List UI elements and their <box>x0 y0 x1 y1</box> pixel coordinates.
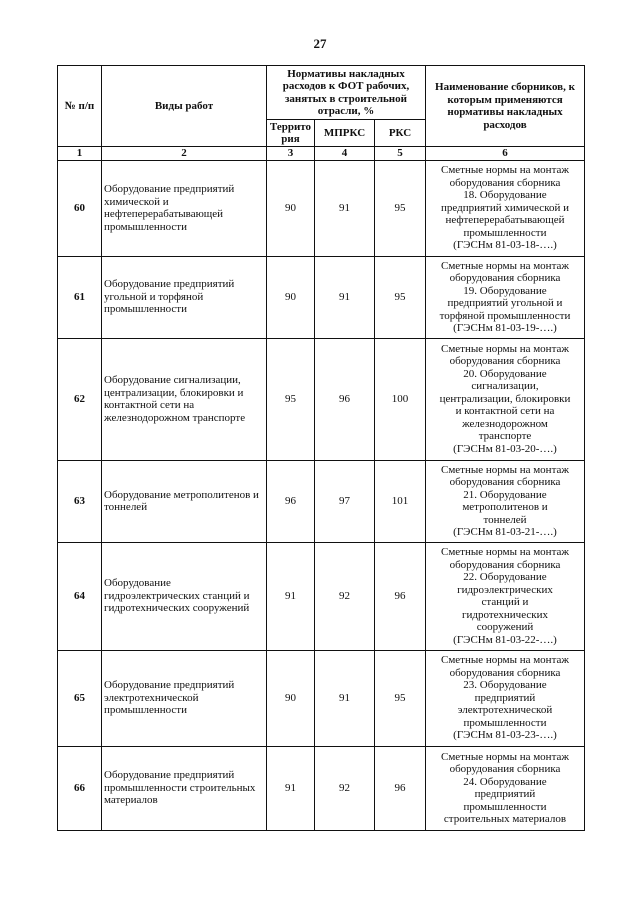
mprks-value: 96 <box>315 338 375 460</box>
territory-value: 96 <box>267 460 315 542</box>
territory-value: 91 <box>267 746 315 830</box>
territory-value: 91 <box>267 542 315 650</box>
mprks-value: 92 <box>315 542 375 650</box>
territory-value: 90 <box>267 256 315 338</box>
column-index: 5 <box>375 147 426 161</box>
mprks-value: 91 <box>315 160 375 256</box>
header-num: № п/п <box>58 66 102 147</box>
work-type: Оборудование предприятий химической и нефтеперерабатывающей промышленности <box>102 160 267 256</box>
table-row <box>58 460 585 542</box>
page-number: 27 <box>313 36 327 51</box>
territory-value: 95 <box>267 338 315 460</box>
table-row <box>58 746 585 830</box>
header-mprks: МПРКС <box>315 120 375 147</box>
territory-value: 90 <box>267 160 315 256</box>
column-index: 1 <box>58 147 102 161</box>
rks-value: 96 <box>375 746 426 830</box>
header-collections: Наименование сборников, к которым применяются нормативы накладных расходов <box>426 66 585 147</box>
table-row <box>58 650 585 746</box>
header-work-types: Виды работ <box>102 66 267 147</box>
work-type: Оборудование предприятий угольной и торфяной промышленности <box>102 256 267 338</box>
header-territory: Террито рия <box>267 120 315 147</box>
column-index: 2 <box>102 147 267 161</box>
work-type: Оборудование предприятий электротехнической промышленности <box>102 650 267 746</box>
collection-name: Сметные нормы на монтаж оборудования сборника 24. Оборудование предприятий промышленности строительных материалов <box>426 746 585 830</box>
rks-value: 101 <box>375 460 426 542</box>
table-row <box>58 256 585 338</box>
header-norms-group: Нормативы накладных расходов к ФОТ рабочих, занятых в строительной отрасли, % <box>267 66 426 120</box>
row-number: 63 <box>58 460 102 542</box>
row-number: 60 <box>58 160 102 256</box>
work-type: Оборудование гидроэлектрических станций и гидротехнических сооружений <box>102 542 267 650</box>
row-number: 62 <box>58 338 102 460</box>
header-rks: РКС <box>375 120 426 147</box>
table-row <box>58 338 585 460</box>
rks-value: 95 <box>375 650 426 746</box>
row-number: 66 <box>58 746 102 830</box>
work-type: Оборудование предприятий промышленности строительных материалов <box>102 746 267 830</box>
mprks-value: 97 <box>315 460 375 542</box>
work-type: Оборудование метрополитенов и тоннелей <box>102 460 267 542</box>
row-number: 65 <box>58 650 102 746</box>
collection-name: Сметные нормы на монтаж оборудования сборника 22. Оборудование гидроэлектрических станций и гидротехнических сооружений (ГЭСНм 81-03-22-….) <box>426 542 585 650</box>
column-index: 6 <box>426 147 585 161</box>
mprks-value: 91 <box>315 256 375 338</box>
collection-name: Сметные нормы на монтаж оборудования сборника 19. Оборудование предприятий угольной и торфяной промышленности (ГЭСНм 81-03-19-….) <box>426 256 585 338</box>
table-row <box>58 542 585 650</box>
territory-value: 90 <box>267 650 315 746</box>
rks-value: 95 <box>375 256 426 338</box>
mprks-value: 92 <box>315 746 375 830</box>
rks-value: 96 <box>375 542 426 650</box>
mprks-value: 91 <box>315 650 375 746</box>
column-index: 4 <box>315 147 375 161</box>
collection-name: Сметные нормы на монтаж оборудования сборника 20. Оборудование сигнализации, централизации, блокировки и контактной сети на железнодорожном транспорте (ГЭСНм 81-03-20-….) <box>426 338 585 460</box>
row-number: 64 <box>58 542 102 650</box>
work-type: Оборудование сигнализации, централизации, блокировки и контактной сети на железнодорожном транспорте <box>102 338 267 460</box>
collection-name: Сметные нормы на монтаж оборудования сборника 21. Оборудование метрополитенов и тоннелей (ГЭСНм 81-03-21-….) <box>426 460 585 542</box>
row-number: 61 <box>58 256 102 338</box>
column-index-row <box>58 147 585 161</box>
rks-value: 95 <box>375 160 426 256</box>
rks-value: 100 <box>375 338 426 460</box>
collection-name: Сметные нормы на монтаж оборудования сборника 23. Оборудование предприятий электротехнической промышленности (ГЭСНм 81-03-23-….) <box>426 650 585 746</box>
collection-name: Сметные нормы на монтаж оборудования сборника 18. Оборудование предприятий химической и нефтеперерабатывающей промышленности (ГЭСНм 81-03-18-….) <box>426 160 585 256</box>
overhead-norms-table <box>57 65 585 831</box>
column-index: 3 <box>267 147 315 161</box>
table-row <box>58 160 585 256</box>
